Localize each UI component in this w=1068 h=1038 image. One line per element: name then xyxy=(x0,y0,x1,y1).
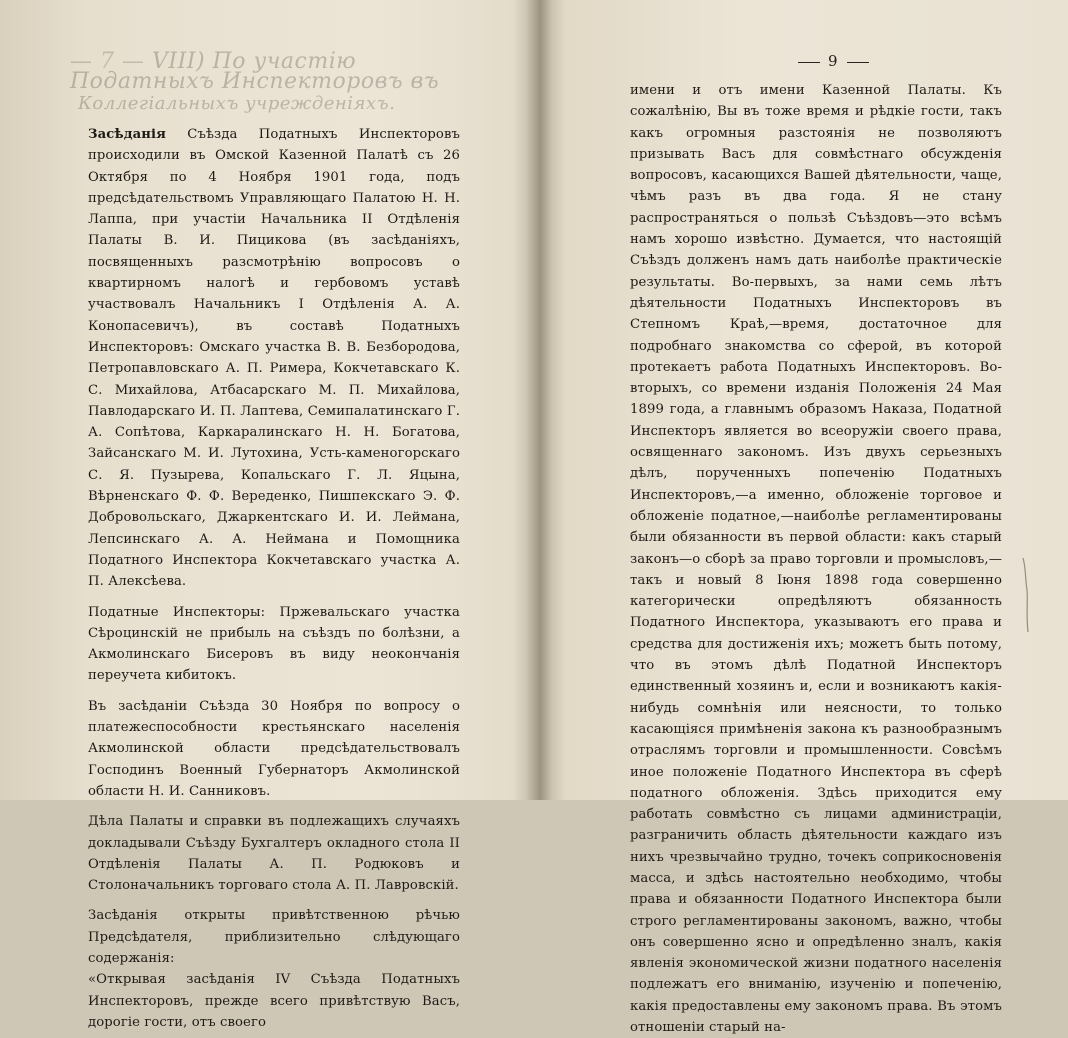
paragraph: «Открывая засѣданія IV Съѣзда Податныхъ Инспекторовъ, прежде всего привѣтствую Васъ, дорогіе гости, отъ своего xyxy=(88,972,460,1030)
left-page xyxy=(0,0,526,1030)
paragraph-lead: Засѣданія xyxy=(88,127,166,142)
page-number xyxy=(790,52,877,70)
bleed-through-handwriting xyxy=(70,49,490,114)
left-page-text xyxy=(88,124,460,1033)
paragraph-text: Съѣзда Податныхъ Инспекторовъ происходили въ Омской Казенной Палатѣ съ 26 Октября по 4 Ноября 1901 года, подъ предсѣдательствомъ Управляющаго Палатою Н. Н. Лаппа, при участіи Начальника II Отдѣленія Палаты В. И. Пицикова (въ засѣданіяхъ, посвященныхъ разсмотрѣнію вопросовъ о квартирномъ налогѣ и гербовомъ уставѣ участвовалъ Начальникъ I Отдѣленія А. А. Конопасевичъ), въ составѣ Податныхъ Инспекторовъ: Омскаго участка В. В. Безбородова, Петропавловскаго А. П. Римера, Кокчетавскаго К. С. Михайлова, Атбасарскаго М. П. Михайлова, Павлодарскаго И. П. Лаптева, Семипалатинскаго Г. А. Сопѣтова, Каркаралинскаго Н. Н. Богатова, Зайсанскаго М. И. Лутохина, Усть-каменогорскаго С. Я. Пузырева, Копальскаго Г. Л. Яцына, Вѣрненскаго Ф. Ф. Вереденко, Пишпекскаго Э. Ф. Добровольскаго, Джаркентскаго И. И. Леймана, Лепсинскаго А. А. Неймана и Помощника Податного Инспектора Кокчетавскаго участка А. П. Алексѣева. xyxy=(88,127,460,590)
paragraph: Дѣла Палаты и справки въ подлежащихъ случаяхъ докладывали Съѣзду Бухгалтеръ окладного стола II Отдѣленія Палаты А. П. Родюковъ и Столоначальникъ торговаго стола А. П. Лавровскій. xyxy=(88,814,460,894)
paragraph: Засѣданія открыты привѣтственною рѣчью Предсѣдателя, приблизительно слѣдующаго содержанія: xyxy=(88,908,460,966)
ghost-heading-line1-text: VIII) По участію Податныхъ Инспекторовъ въ xyxy=(70,49,440,94)
ghost-heading-line2: Коллегіальныхъ учрежденіяхъ. xyxy=(78,93,396,114)
book-gutter xyxy=(526,0,552,800)
paragraph: Въ засѣданіи Съѣзда 30 Ноября по вопросу о платежеспособности крестьянскаго населенія Акмолинской области предсѣдательствовалъ Господинъ Военный Губернаторъ Акмолинской области Н. И. Санниковъ. xyxy=(88,698,460,799)
margin-pencil-mark xyxy=(1020,556,1032,634)
page-number-dash xyxy=(847,62,869,63)
paragraph xyxy=(88,124,460,593)
paragraph: имени и отъ имени Казенной Палаты. Къ сожалѣнію, Вы въ тоже время и рѣдкіе гости, такъ какъ огромныя разстоянія не позволяютъ призывать Васъ для совмѣстнаго обсужденія вопросовъ, касающихся Вашей дѣятельности, чаще, чѣмъ разъ въ два года. Я не стану распространяться о пользѣ Съѣздовъ—это всѣмъ намъ хорошо извѣстно. Думается, что настоящій Съѣздъ долженъ намъ дать наиболѣе практическіе результаты. Во-первыхъ, за нами семь лѣтъ дѣятельности Податныхъ Инспекторовъ въ Степномъ Краѣ,—время, достаточное для подробнаго знакомства со сферой, въ которой протекаетъ работа Податныхъ Инспекторовъ. Во-вторыхъ, со времени изданія Положенія 24 Мая 1899 года, а главнымъ образомъ Наказа, Податной Инспекторъ является во всеоружіи своего права, освященнаго закономъ. Изъ двухъ серьезныхъ дѣлъ, порученныхъ попеченію Податныхъ Инспекторовъ,—а именно, обложеніе торговое и обложеніе податное,—наиболѣе регламентированы были обязанности въ первой области: какъ старый законъ—о сборѣ за право торговли и промысловъ,—такъ и новый 8 Іюня 1898 года совершенно категорически опредѣляютъ обязанность Податного Инспектора, указываютъ его права и средства для достиженія ихъ; можетъ быть потому, что въ этомъ дѣлѣ Податной Инспекторъ единственный хозяинъ и, если и возникаютъ какія-нибудь сомнѣнія или неясности, то только касающіяся примѣненія закона къ разнообразнымъ отраслямъ торговли и промышленности. Совсѣмъ иное положеніе Податного Инспектора въ сферѣ податного обложенія. Здѣсь приходится ему работать совмѣстно съ лицами администраціи, разграничить область дѣятельности каждаго изъ нихъ чрезвычайно трудно, точекъ соприкосновенія масса, и здѣсь настоятельно необходимо, чтобы права и обязанности Податного Инспектора были строго регламентированы закономъ, важно, чтобы онъ совершенно ясно и опредѣленно зналъ, какія явленія экономической жизни податного населенія подлежатъ его вниманію, изученію и попеченію, какія предоставлены ему закономъ права. Въ этомъ отношеніи старый на- xyxy=(630,83,1002,1036)
ghost-page-number: — 7 — xyxy=(70,49,145,74)
right-page xyxy=(552,0,1068,1036)
right-page-text xyxy=(630,80,1002,1038)
page-number-value: 9 xyxy=(828,52,839,70)
ghost-heading-line1 xyxy=(70,49,490,94)
page-number-dash xyxy=(798,62,820,63)
paragraph: Податные Инспекторы: Пржевальскаго участка Сѣроцинскій не прибыль на съѣздъ по болѣзни, а Акмолинскаго Бисеровъ въ виду неокончанія переучета кибитокъ. xyxy=(88,604,460,684)
